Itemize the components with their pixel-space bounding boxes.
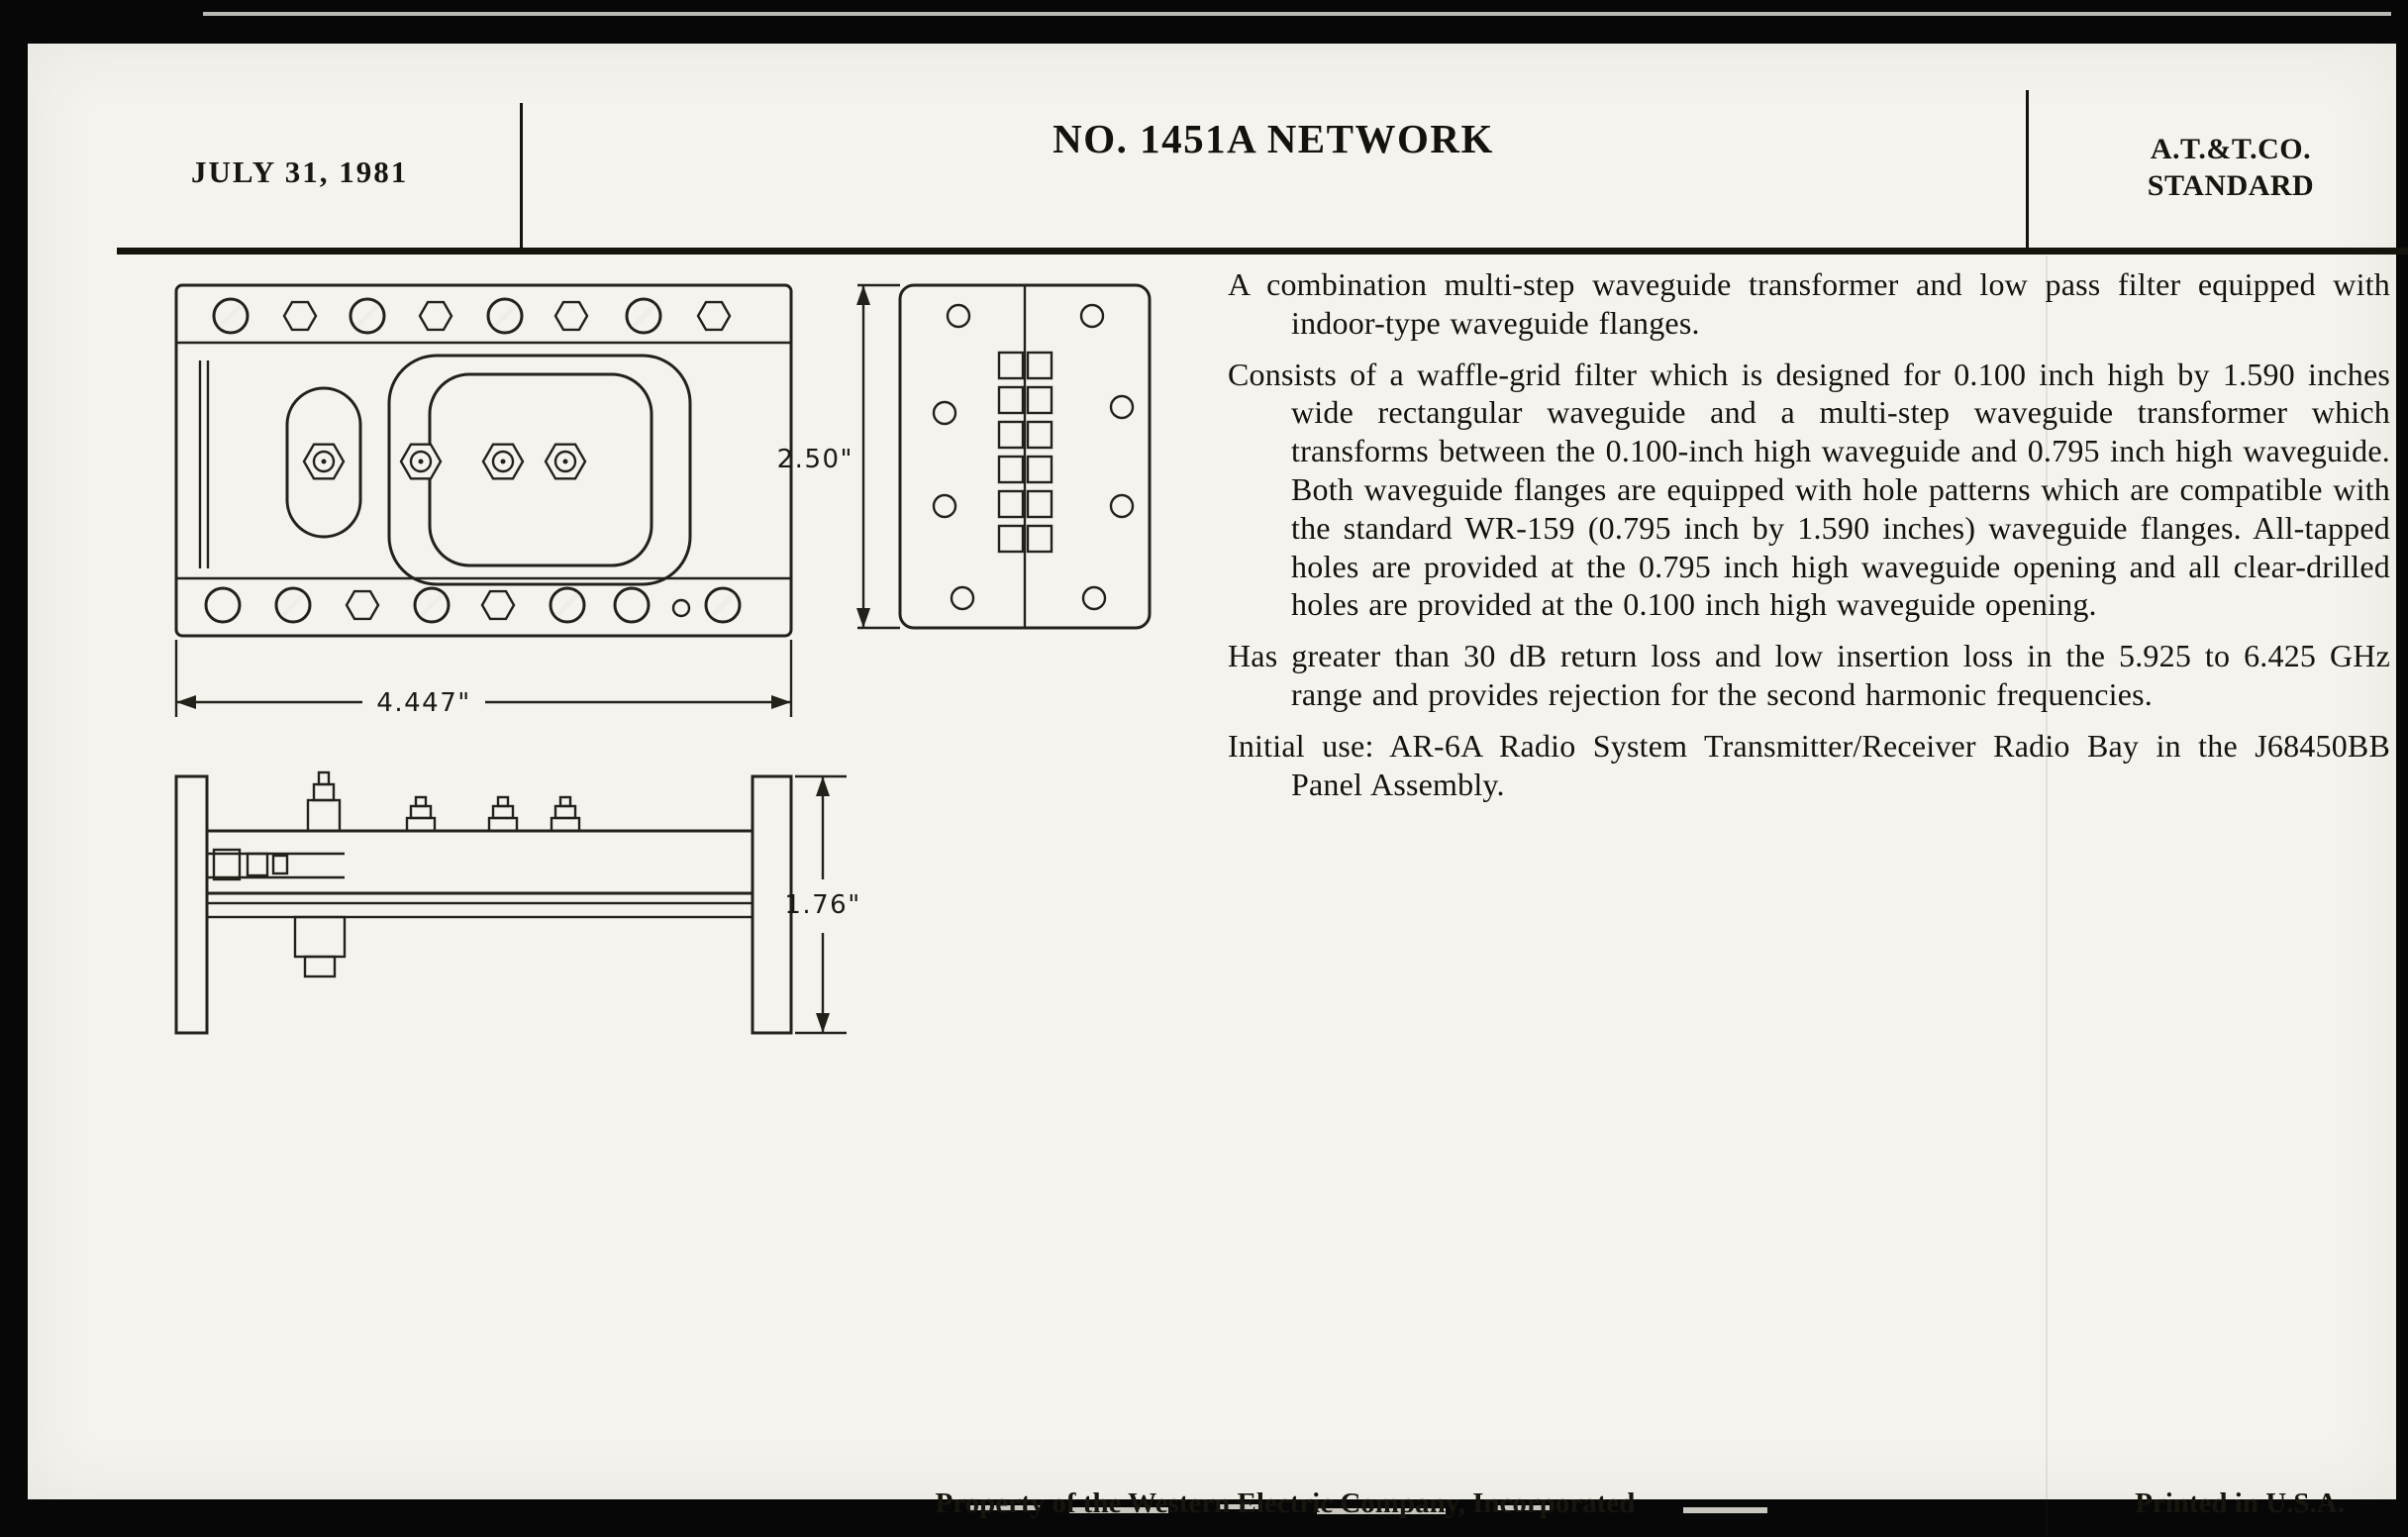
- scan-artifact-top-streak: [203, 12, 2391, 16]
- org-standard-block: [2087, 131, 2374, 204]
- footer-property-notice: Property of the Western Electric Company, Incorporated: [935, 1487, 1636, 1519]
- figure-side-view: [176, 772, 861, 1033]
- header-divider-right: [2026, 90, 2029, 251]
- fastener-row-bottom: [206, 588, 740, 622]
- description-paragraph: Has greater than 30 dB return loss and low insertion loss in the 5.925 to 6.425 GHz range and provides rejection for the second harmonic frequencies.: [1228, 638, 2390, 712]
- org-name: A.T.&T.CO.: [2150, 133, 2312, 165]
- description-paragraph: Initial use: AR-6A Radio System Transmitter/Receiver Radio Bay in the J68450BB Panel Assembly.: [1228, 727, 2390, 802]
- document-page: [28, 44, 2396, 1519]
- side-bolts-left: [207, 850, 345, 879]
- document-date: JULY 31, 1981: [191, 154, 409, 189]
- description-column: [1228, 265, 2390, 816]
- technical-drawings: [117, 271, 1226, 1064]
- figure-top-view: [176, 285, 791, 718]
- dimension-width-label: 4.447": [376, 688, 471, 718]
- document-title: NO. 1451A NETWORK: [1053, 116, 1494, 161]
- figure-end-view: [777, 285, 1150, 628]
- fastener-row-top: [214, 299, 730, 333]
- dimension-depth-label: 1.76": [784, 890, 861, 920]
- dimension-height: [777, 285, 900, 628]
- left-flange: [176, 776, 207, 1033]
- dimension-width: [176, 640, 791, 718]
- transformer-step-outlines: [200, 356, 690, 584]
- waveguide-body: [207, 831, 752, 893]
- description-paragraph: A combination multi-step waveguide transformer and low pass filter equipped with indoor-type waveguide flanges.: [1228, 266, 2390, 341]
- description-paragraph: Consists of a waffle-grid filter which is designed for 0.100 inch high by 1.590 inches wide rectangular waveguide and a multi-step waveguide transformer which transforms between the 0.100-inch high waveguide and 0.795 inch high waveguide. Both waveguide flanges are equipped with hole patterns which are compatible with the standard WR-159 (0.795 inch by 1.590 inches) waveguide flanges. All-tapped holes are provided at the 0.795 inch high waveguide opening and all clear-drilled holes are provided at the 0.100 inch high waveguide opening.: [1228, 356, 2390, 623]
- org-standard: STANDARD: [2147, 169, 2315, 202]
- dimension-depth: [784, 776, 860, 1033]
- hanging-blocks: [295, 917, 345, 976]
- hex-nuts: [304, 445, 585, 479]
- top-bolts: [308, 772, 579, 831]
- header-rule: [117, 248, 2408, 255]
- dimension-height-label: 2.50": [776, 445, 853, 474]
- footer-printed-in: Printed in U.S.A.: [2135, 1487, 2345, 1519]
